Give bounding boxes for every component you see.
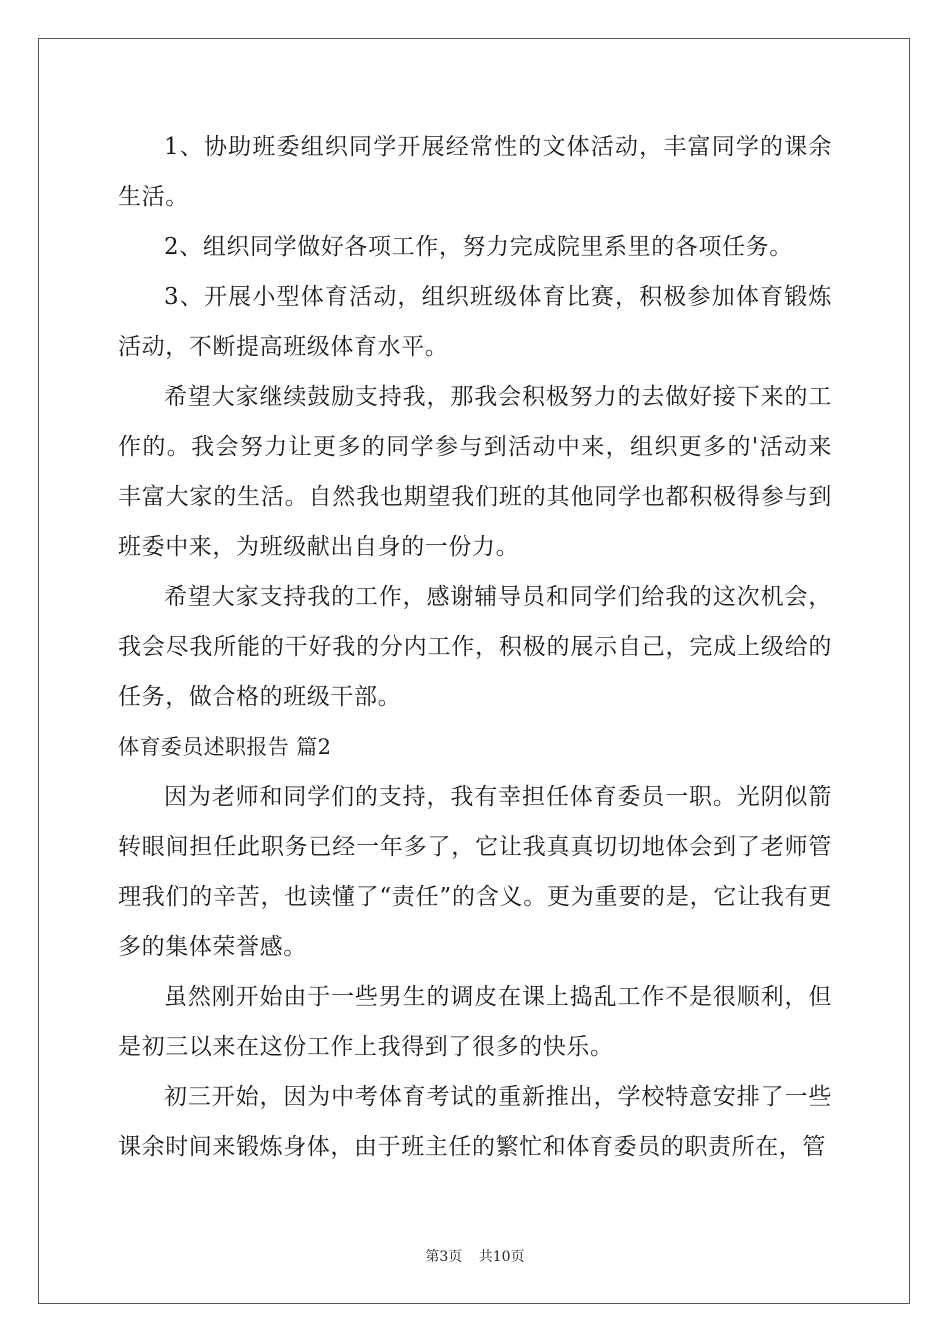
paragraph: 因为老师和同学们的支持，我有幸担任体育委员一职。光阴似箭转眼间担任此职务已经一年多了，它让我真真切切地体会到了老师管理我们的辛苦，也读懂了“责任”的含义。更为重要的是，它让我有更多的集体荣誉感。: [118, 784, 832, 960]
paragraph: 3、开展小型体育活动，组织班级体育比赛，积极参加体育锻炼活动，不断提高班级体育水平。: [118, 284, 832, 360]
paragraph: 初三开始，因为中考体育考试的重新推出，学校特意安排了一些课余时间来锻炼身体，由于班主任的繁忙和体育委员的职责所在，管: [118, 1084, 832, 1160]
paragraph: 希望大家支持我的工作，感谢辅导员和同学们给我的这次机会，我会尽我所能的干好我的分内工作，积极的展示自己，完成上级给的任务，做合格的班级干部。: [118, 584, 832, 710]
section-heading: 体育委员述职报告 篇2: [118, 735, 332, 759]
paragraph: 希望大家继续鼓励支持我，那我会积极努力的去做好接下来的工作的。我会努力让更多的同学参与到活动中来，组织更多的'活动来丰富大家的生活。自然我也期望我们班的其他同学也都积极得参与到班委中来，为班级献出自身的一份力。: [118, 384, 832, 560]
page-number: 第3页: [425, 1249, 463, 1265]
document-body: [118, 122, 832, 1172]
paragraph: 1、协助班委组织同学开展经常性的文体活动，丰富同学的课余生活。: [118, 134, 832, 210]
paragraph: 虽然刚开始由于一些男生的调皮在课上捣乱工作不是很顺利，但是初三以来在这份工作上我得到了很多的快乐。: [118, 984, 832, 1060]
page-total: 共10页: [478, 1249, 525, 1265]
paragraph: 2、组织同学做好各项工作，努力完成院里系里的各项任务。: [164, 234, 793, 260]
page-footer: [0, 1246, 950, 1266]
